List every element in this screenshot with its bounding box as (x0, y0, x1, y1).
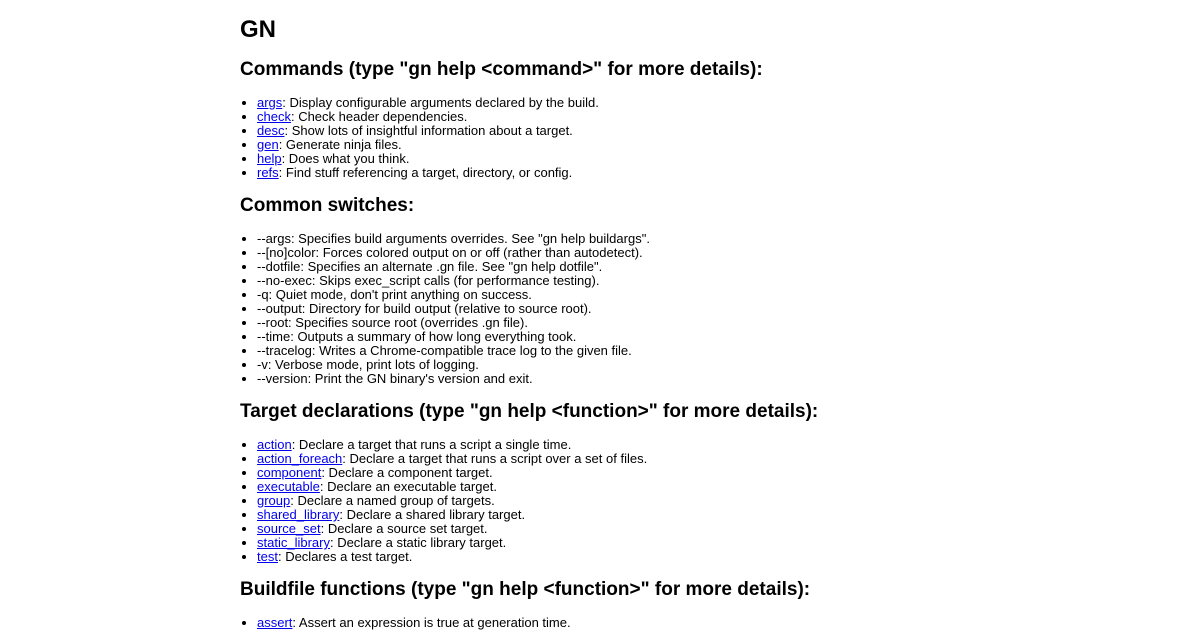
help-topic-link[interactable]: assert (257, 615, 293, 630)
item-description: --tracelog: Writes a Chrome-compatible trace log to the given file. (257, 343, 632, 358)
list-item (257, 480, 1140, 494)
list-item (257, 110, 1140, 124)
list-item (257, 166, 1140, 180)
item-description: : Declare a target that runs a script a single time. (291, 437, 572, 452)
item-description: : Assert an expression is true at generation time. (292, 615, 571, 630)
list-item (257, 438, 1140, 452)
section-heading: Buildfile functions (type "gn help <function>" for more details): (240, 579, 811, 600)
item-description: -q: Quiet mode, don't print anything on success. (257, 287, 532, 302)
item-description: --version: Print the GN binary's version and exit. (257, 371, 533, 386)
item-description: : Show lots of insightful information about a target. (284, 123, 573, 138)
item-description: --time: Outputs a summary of how long everything took. (257, 329, 577, 344)
help-topic-link[interactable]: args (257, 95, 283, 110)
list-item (257, 452, 1140, 466)
help-topic-link[interactable]: shared_library (257, 507, 340, 522)
item-description: : Declare a shared library target. (339, 507, 526, 522)
list-item (257, 494, 1140, 508)
item-description: : Declare a static library target. (329, 535, 507, 550)
section-list (240, 232, 1140, 386)
section-list (240, 96, 1140, 180)
sections (240, 59, 1140, 630)
item-description: : Declare a target that runs a script over a set of files. (342, 451, 648, 466)
help-topic-link[interactable]: group (257, 493, 291, 508)
list-item (257, 288, 1140, 302)
help-topic-link[interactable]: source_set (257, 521, 321, 536)
item-description: --[no]color: Forces colored output on or off (rather than autodetect). (257, 245, 643, 260)
item-description: : Declares a test target. (277, 549, 413, 564)
item-description: : Declare a source set target. (320, 521, 488, 536)
section-list (240, 616, 1140, 630)
section-list (240, 438, 1140, 564)
list-item (257, 124, 1140, 138)
item-description: : Check header dependencies. (290, 109, 468, 124)
item-description: : Display configurable arguments declared by the build. (282, 95, 599, 110)
list-item (257, 344, 1140, 358)
help-topic-link[interactable]: desc (257, 123, 285, 138)
list-item (257, 138, 1140, 152)
help-topic-link[interactable]: help (257, 151, 282, 166)
help-topic-link[interactable]: refs (257, 165, 279, 180)
item-description: -v: Verbose mode, print lots of logging. (257, 357, 479, 372)
item-description: : Does what you think. (281, 151, 410, 166)
list-item (257, 302, 1140, 316)
help-topic-link[interactable]: executable (257, 479, 320, 494)
item-description: --output: Directory for build output (relative to source root). (257, 301, 592, 316)
help-topic-link[interactable]: gen (257, 137, 279, 152)
list-item (257, 316, 1140, 330)
list-item (257, 330, 1140, 344)
list-item (257, 536, 1140, 550)
list-item (257, 550, 1140, 564)
item-description: --dotfile: Specifies an alternate .gn file. See "gn help dotfile". (257, 259, 603, 274)
page-title: GN (240, 16, 276, 43)
list-item (257, 260, 1140, 274)
list-item (257, 232, 1140, 246)
section-heading: Common switches: (240, 195, 415, 216)
help-document (240, 0, 1140, 630)
help-topic-link[interactable]: action (257, 437, 292, 452)
section-heading: Target declarations (type "gn help <function>" for more details): (240, 401, 819, 422)
help-topic-link[interactable]: action_foreach (257, 451, 343, 466)
help-topic-link[interactable]: static_library (257, 535, 330, 550)
item-description: --root: Specifies source root (overrides .gn file). (257, 315, 528, 330)
item-description: : Generate ninja files. (278, 137, 402, 152)
help-topic-link[interactable]: test (257, 549, 278, 564)
section-heading: Commands (type "gn help <command>" for more details): (240, 59, 763, 80)
item-description: --args: Specifies build arguments overrides. See "gn help buildargs". (257, 231, 650, 246)
list-item (257, 152, 1140, 166)
item-description: --no-exec: Skips exec_script calls (for performance testing). (257, 273, 600, 288)
item-description: : Declare a named group of targets. (290, 493, 495, 508)
item-description: : Find stuff referencing a target, directory, or config. (278, 165, 573, 180)
item-description: : Declare a component target. (321, 465, 493, 480)
list-item (257, 358, 1140, 372)
list-item (257, 508, 1140, 522)
list-item (257, 616, 1140, 630)
list-item (257, 274, 1140, 288)
list-item (257, 372, 1140, 386)
list-item (257, 466, 1140, 480)
list-item (257, 246, 1140, 260)
item-description: : Declare an executable target. (319, 479, 497, 494)
help-topic-link[interactable]: component (257, 465, 322, 480)
list-item (257, 96, 1140, 110)
list-item (257, 522, 1140, 536)
help-topic-link[interactable]: check (257, 109, 291, 124)
